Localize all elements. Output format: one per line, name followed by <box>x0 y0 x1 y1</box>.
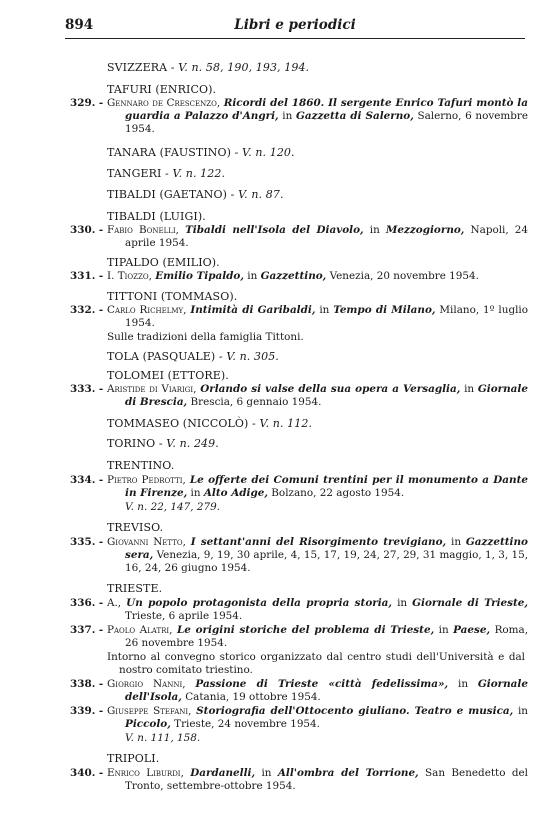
entry-339-ref: V. n. 111, 158. <box>125 732 201 744</box>
heading-tanara: TANARA (FAUSTINO) - V. n. 120. <box>107 146 295 159</box>
entry-number: 334. - <box>70 474 104 486</box>
heading-tommaseo: TOMMASEO (NICCOLÒ) - V. n. 112. <box>107 417 313 430</box>
heading-tipaldo: TIPALDO (EMILIO). <box>107 256 220 269</box>
entry-337: 337. - Paolo Alatri, Le origini storiche del problema di Trieste, in Paese, Roma, 26 novembre 1954. <box>70 624 529 649</box>
entry-334: 334. - Pietro Pedrotti, Le offerte dei Comuni trentini per il monumento a Dante in Firenze, in Alto Adige, Bolzano, 22 agosto 1954. <box>70 474 528 499</box>
entry-number: 340. - <box>70 767 104 779</box>
entry-number: 330. - <box>70 224 104 236</box>
heading-tibaldi-gaetano: TIBALDI (GAETANO) - V. n. 87. <box>107 188 284 201</box>
entry-338: 338. - Giorgio Nanni, Passione di Trieste «città fedelissima», in Giornale dell'Isola, Catania, 19 ottobre 1954. <box>70 678 528 703</box>
header-rule <box>65 38 525 39</box>
heading-tola: TOLA (PASQUALE) - V. n. 305. <box>107 350 279 363</box>
entry-333: 333. - Aristide di Viarigi, Orlando si valse della sua opera a Versaglia, in Giornale di Brescia, Brescia, 6 gennaio 1954. <box>70 383 528 408</box>
entry-335: 335. - Giovanni Netto, I settant'anni del Risorgimento trevigiano, in Gazzettino sera, Venezia, 9, 19, 30 aprile, 4, 15, 17, 19, 24, 27, 29, 31 maggio, 1, 3, 15, 16, 24, 26 giugno 1954. <box>70 536 528 574</box>
heading-tibaldi-luigi: TIBALDI (LUIGI). <box>107 210 206 223</box>
entry-number: 337. - <box>70 624 104 636</box>
entry-332: 332. - Carlo Richelmy, Intimità di Garibaldi, in Tempo di Milano, Milano, 1º luglio 1954. <box>70 304 528 329</box>
heading-tittoni: TITTONI (TOMMASO). <box>107 290 238 303</box>
entry-336: 336. - A., Un popolo protagonista della propria storia, in Giornale di Trieste, Trieste, 6 aprile 1954. <box>70 597 529 622</box>
entry-330: 330. - Fabio Bonelli, Tibaldi nell'Isola del Diavolo, in Mezzogiorno, Napoli, 24 aprile 1954. <box>70 224 528 249</box>
entry-number: 333. - <box>70 383 104 395</box>
entry-329: 329. - Gennaro de Crescenzo, Ricordi del 1860. Il sergente Enrico Tafuri montò la guardia a Palazzo d'Angri, in Gazzetta di Salerno, Salerno, 6 novembre 1954. <box>70 97 528 135</box>
page-number: 894 <box>65 17 94 33</box>
entry-334-ref: V. n. 22, 147, 279. <box>125 501 220 513</box>
heading-trieste: TRIESTE. <box>107 582 163 595</box>
entry-number: 329. - <box>70 97 104 109</box>
heading-tolomei: TOLOMEI (ETTORE). <box>107 369 229 382</box>
entry-number: 339. - <box>70 705 104 717</box>
entry-340: 340. - Enrico Liburdi, Dardanelli, in All'ombra del Torrione, San Benedetto del Tronto, settembre-ottobre 1954. <box>70 767 528 792</box>
entry-number: 338. - <box>70 678 104 690</box>
entry-number: 336. - <box>70 597 104 609</box>
entry-number: 332. - <box>70 304 104 316</box>
heading-torino: TORINO - V. n. 249. <box>107 437 219 450</box>
entry-332-note: Sulle tradizioni della famiglia Tittoni. <box>107 331 304 343</box>
heading-tripoli: TRIPOLI. <box>107 752 160 765</box>
entry-number: 331. - <box>70 270 104 282</box>
heading-treviso: TREVISO. <box>107 521 164 534</box>
heading-tafuri: TAFURI (ENRICO). <box>107 83 217 96</box>
page-header <box>65 17 525 35</box>
entry-339: 339. - Giuseppe Stefani, Storiografia dell'Ottocento giuliano. Teatro e musica, in Piccolo, Trieste, 24 novembre 1954. <box>70 705 528 730</box>
entry-number: 335. - <box>70 536 104 548</box>
heading-tangeri: TANGERI - V. n. 122. <box>107 167 226 180</box>
heading-svizzera: SVIZZERA - V. n. 58, 190, 193, 194. <box>107 61 310 74</box>
entry-337-note: Intorno al convegno storico organizzato dal centro studi dell'Università e dal nostro comitato triestino. <box>107 651 525 676</box>
running-title: Libri e periodici <box>234 17 356 33</box>
heading-trentino: TRENTINO. <box>107 459 175 472</box>
entry-331: 331. - I. Tiozzo, Emilio Tipaldo, in Gazzettino, Venezia, 20 novembre 1954. <box>70 270 479 282</box>
